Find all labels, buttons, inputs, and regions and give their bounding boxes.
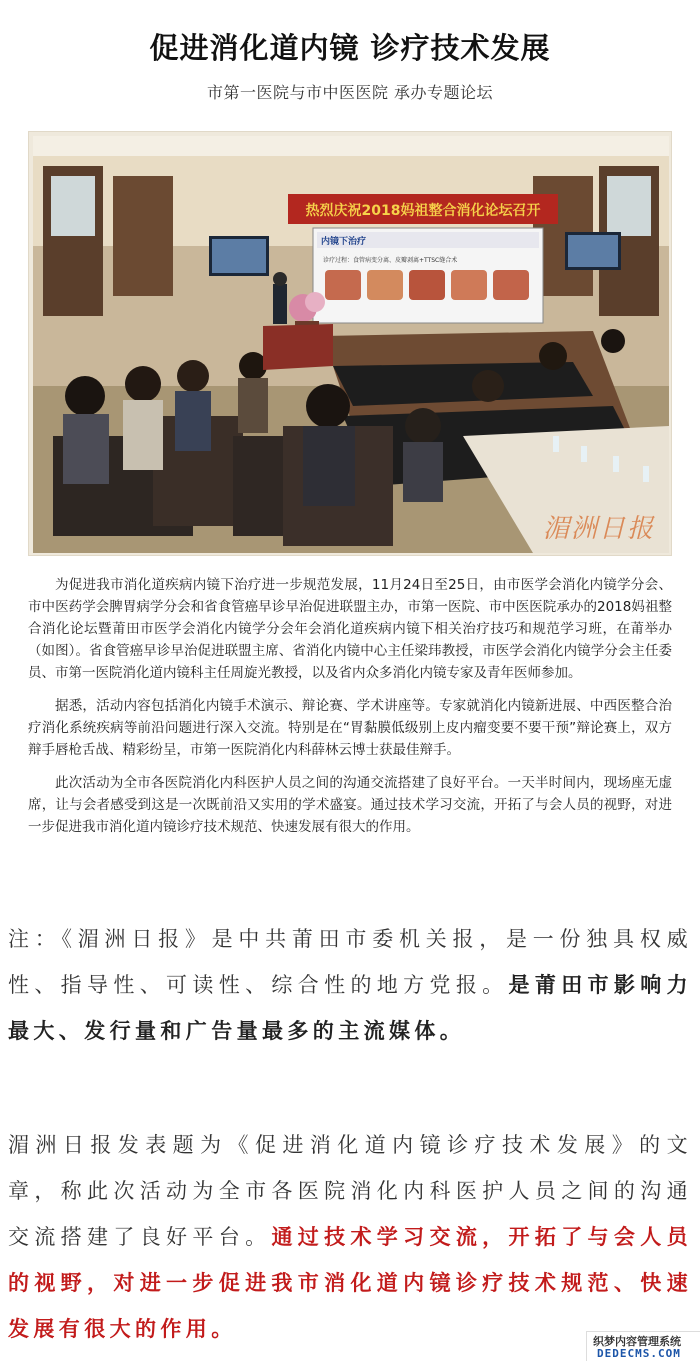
article-body: [28, 574, 672, 849]
headline: 促进消化道内镜 诊疗技术发展: [149, 31, 551, 65]
conference-photo: [33, 136, 669, 553]
article-paragraph: 此次活动为全市各医院消化内科医护人员之间的沟通交流搭建了良好平台。一天半时间内，现场座无虚席，让与会者感受到这是一次既前沿又实用的学术盛宴。通过技术学习交流，开拓了与会人员的视野，对进一步促进我市消化道内镜诊疗技术规范、快速发展有很大的作用。: [28, 775, 672, 835]
corner-site-logo: [586, 1331, 700, 1361]
note-paragraph-1: [8, 916, 692, 1054]
logo-text-en: DEDECMS.COM: [597, 1347, 681, 1360]
article-paragraph: 据悉，活动内容包括消化内镜手术演示、辩论赛、学术讲座等。专家就消化内镜新进展、中西医整合治疗消化系统疾病等前沿问题进行深入交流。特别是在“胃黏膜低级别上皮内瘤变要不要干预”辩论赛上，双方辩手唇枪舌战、精彩纷呈，市第一医院消化内科薛林云博士获最佳辩手。: [28, 698, 672, 758]
note-red-text: 通过技术学习交流，开拓了与会人员的视野，对进一步促进我市消化道内镜诊疗技术规范、快速发展有很大的作用。: [8, 1225, 692, 1341]
conference-photo-frame: [28, 131, 672, 556]
note-text: 注：《湄洲日报》是中共莆田市委机关报，是一份独具权威性、指导性、可读性、综合性的地方党报。: [8, 927, 692, 997]
photo-banner-text: 热烈庆祝2018妈祖整合消化论坛召开: [305, 203, 541, 219]
note-bold-text: 是莆田市影响力最大、发行量和广告量最多的主流媒体。: [8, 973, 692, 1043]
logo-text-cn: 织梦内容管理系统: [593, 1335, 681, 1348]
note-text: 湄洲日报发表题为《促进消化道内镜诊疗技术发展》的文章，称此次活动为全市各医院消化内科医护人员之间的沟通交流搭建了良好平台。: [8, 1133, 692, 1249]
newspaper-watermark: 湄洲日报: [542, 514, 655, 544]
article-paragraph: 为促进我市消化道疾病内镜下治疗进一步规范发展，11月24日至25日，由市医学会消化内镜学分会、市中医药学会脾胃病学分会和省食管癌早诊早治促进联盟主办，市第一医院、市中医医院承办的2018妈祖整合消化论坛暨莆田市医学会消化内镜学分会年会消化道疾病内镜下相关治疗技巧和规范学习班，在莆举办（如图）。省食管癌早诊早治促进联盟主席、省消化内镜中心主任梁玮教授，市医学会消化内镜学分会主任委员、市第一医院消化道内镜科主任周旋光教授，以及省内众多消化内镜专家及青年医师参加。: [28, 577, 672, 681]
note-paragraph-2: [8, 1122, 692, 1352]
subheadline: 市第一医院与市中医医院 承办专题论坛: [206, 83, 494, 102]
photo-screen-title: 内镜下治疗: [321, 237, 367, 247]
photo-screen-subtitle: 诊疗过程：食管病变分离、皮瓣剥离+TTSC缝合术: [323, 257, 458, 264]
